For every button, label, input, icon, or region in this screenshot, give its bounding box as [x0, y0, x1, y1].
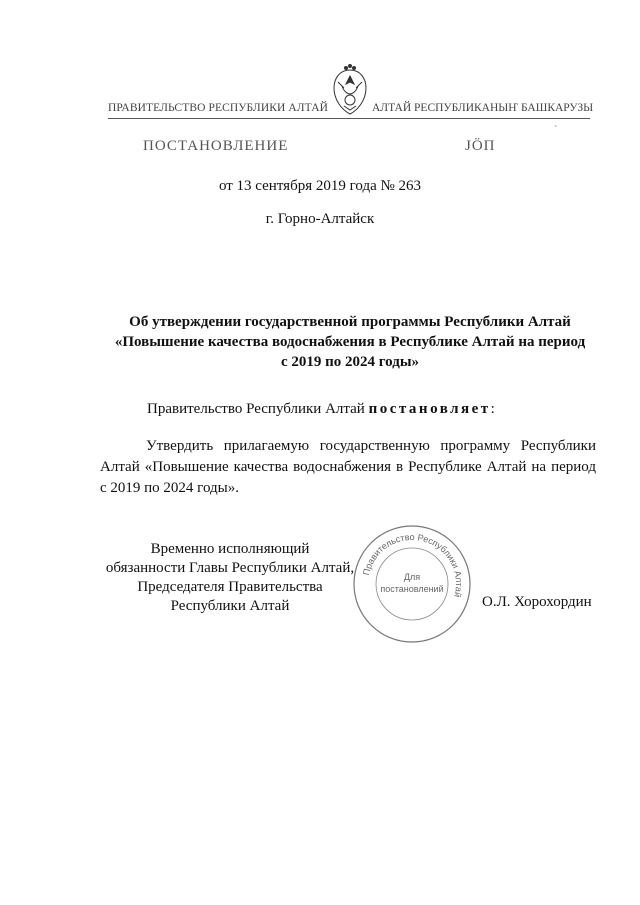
stamp-center-line-1: Для — [403, 572, 421, 582]
preamble-verb: постановляет — [368, 401, 491, 417]
preamble-subject: Правительство Республики Алтай — [147, 401, 369, 417]
signatory-line-2: обязанности Главы Республики Алтай, — [105, 560, 355, 576]
doc-type-ru: ПОСТАНОВЛЕНИЕ — [143, 138, 289, 154]
city-line: г. Горно-Алтайск — [265, 211, 375, 227]
signatory-line-4: Республики Алтай — [170, 598, 290, 614]
title-line-3: с 2019 по 2024 годы» — [280, 354, 420, 370]
doc-type-alt: ЈÖП — [465, 138, 496, 154]
document-title — [100, 312, 600, 372]
signatory-line-3: Председателя Правительства — [137, 579, 323, 595]
header-right-org: АЛТАЙ РЕСПУБЛИКАНЫҤ БАШКАРУЗЫ — [372, 102, 594, 114]
stamp-ring-text: Правительство Республики Алтай — [360, 531, 465, 599]
date-number-line: от 13 сентября 2019 года № 263 — [218, 178, 422, 194]
title-line-2: «Повышение качества водоснабжения в Республике Алтай на период — [114, 334, 586, 350]
header-left-org: ПРАВИТЕЛЬСТВО РЕСПУБЛИКИ АЛТАЙ — [108, 102, 329, 114]
signatory-line-1: Временно исполняющий — [150, 541, 310, 557]
coat-of-arms-icon — [326, 62, 374, 118]
stamp-center-line-2: постановлений — [380, 584, 444, 594]
signatory-name: О.Л. Хорохордин — [482, 594, 592, 610]
header-tick-mark: ` — [554, 125, 558, 136]
signatory-title — [100, 540, 360, 616]
official-stamp — [350, 522, 474, 646]
header-divider — [108, 118, 590, 119]
title-line-1: Об утверждении государственной программы Республики Алтай — [129, 314, 571, 330]
body-paragraph: Утвердить прилагаемую государственную программу Республики Алтай «Повышение качества водоснабжения в Республике Алтай на период с 2019 по 2024 годы». — [100, 438, 596, 496]
preamble-colon: : — [490, 401, 495, 417]
preamble — [147, 401, 495, 418]
